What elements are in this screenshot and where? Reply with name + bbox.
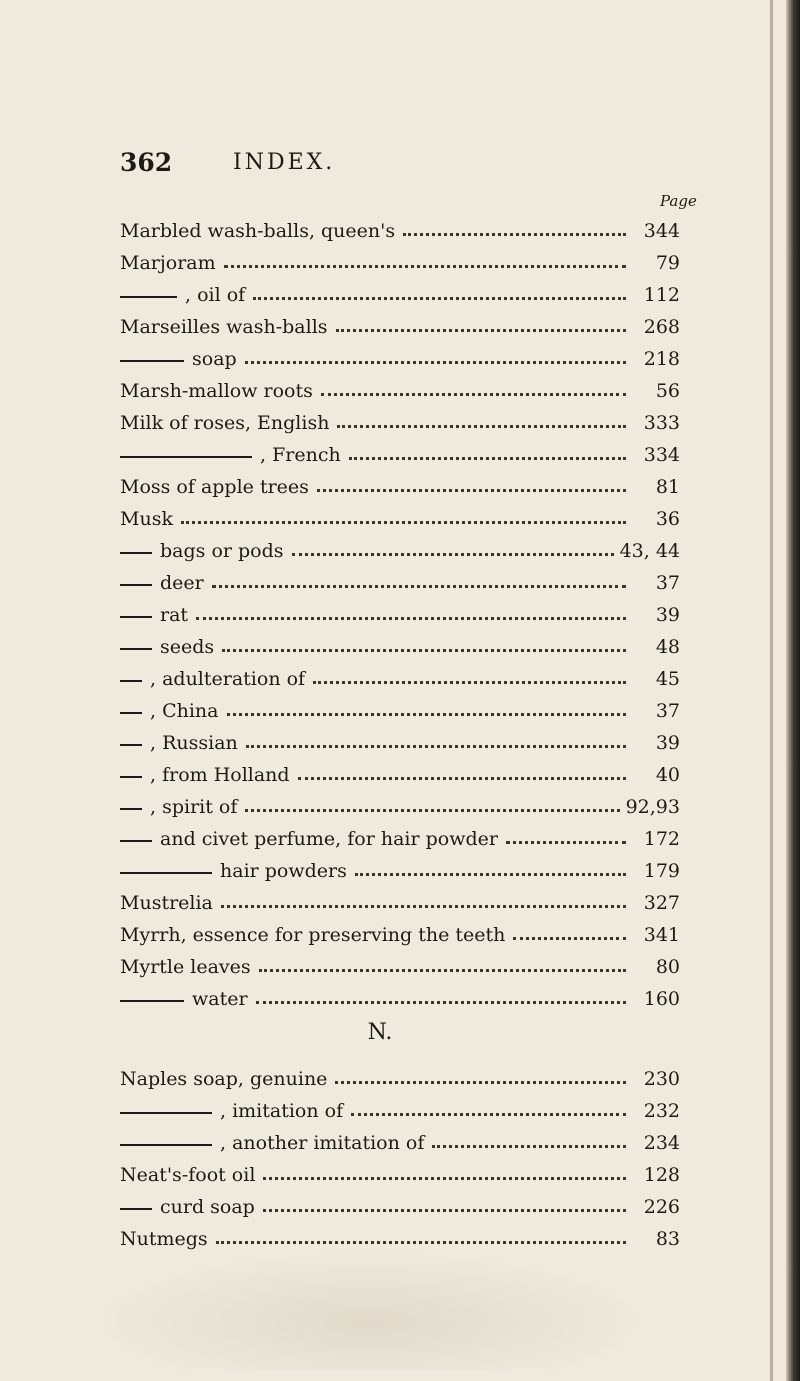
ditto-dash <box>120 616 152 618</box>
dot-leader <box>227 713 627 716</box>
ditto-dash <box>120 776 142 778</box>
ditto-dash <box>120 296 177 298</box>
dot-leader <box>403 233 626 236</box>
dot-leader <box>181 521 626 524</box>
ditto-dash <box>120 360 184 362</box>
dot-leader <box>506 841 626 844</box>
entry-page-number: 79 <box>655 252 680 274</box>
ditto-dash <box>120 1208 152 1210</box>
entry-text: Marseilles wash-balls <box>120 316 328 338</box>
page-column-label: Page <box>660 192 697 210</box>
index-entry <box>120 1058 680 1090</box>
index-entry <box>120 1218 680 1250</box>
index-entry <box>120 946 680 978</box>
index-entry <box>120 274 680 306</box>
dot-leader <box>221 905 626 908</box>
ditto-dash <box>120 1144 212 1146</box>
entry-page-number: 333 <box>643 412 680 434</box>
entry-text: Moss of apple trees <box>120 476 309 498</box>
ditto-dash <box>120 648 152 650</box>
ditto-dash <box>120 808 142 810</box>
index-entry <box>120 754 680 786</box>
index-entry <box>120 722 680 754</box>
ditto-dash <box>120 872 212 874</box>
entry-text: , imitation of <box>220 1100 344 1122</box>
dot-leader <box>212 585 626 588</box>
dot-leader <box>245 809 619 812</box>
entry-text: deer <box>160 572 204 594</box>
entry-page-number: 128 <box>643 1164 680 1186</box>
entry-text: Marsh-mallow roots <box>120 380 313 402</box>
index-entry <box>120 594 680 626</box>
dot-leader <box>263 1177 626 1180</box>
dot-leader <box>513 937 626 940</box>
index-entry <box>120 498 680 530</box>
entry-text: Nutmegs <box>120 1228 208 1250</box>
entry-page-number: 45 <box>655 668 680 690</box>
page-smudge <box>90 1250 650 1370</box>
dot-leader <box>259 969 626 972</box>
entry-page-number: 230 <box>643 1068 680 1090</box>
dot-leader <box>298 777 626 780</box>
index-entry <box>120 786 680 818</box>
dot-leader <box>256 1001 626 1004</box>
index-entry <box>120 914 680 946</box>
running-head: INDEX. <box>233 150 336 175</box>
index-entry <box>120 978 680 1010</box>
index-entry <box>120 658 680 690</box>
index-entry <box>120 242 680 274</box>
index-entry <box>120 1186 680 1218</box>
ditto-dash <box>120 552 152 554</box>
page-number: 362 <box>120 148 173 177</box>
index-entry <box>120 530 680 562</box>
entry-page-number: 334 <box>643 444 680 466</box>
entry-page-number: 160 <box>643 988 680 1010</box>
entry-page-number: 37 <box>655 700 680 722</box>
entry-page-number: 226 <box>643 1196 680 1218</box>
index-entry <box>120 1154 680 1186</box>
entry-text: Myrrh, essence for preserving the teeth <box>120 924 506 946</box>
entry-text: , adulteration of <box>150 668 306 690</box>
index-entry <box>120 850 680 882</box>
entry-page-number: 39 <box>655 732 680 754</box>
section-letter: N. <box>367 1020 393 1045</box>
entry-text: hair powders <box>220 860 347 882</box>
entry-text: water <box>192 988 248 1010</box>
dot-leader <box>245 361 626 364</box>
ditto-dash <box>120 680 142 682</box>
entry-page-number: 36 <box>655 508 680 530</box>
entry-text: Naples soap, genuine <box>120 1068 328 1090</box>
entry-page-number: 81 <box>655 476 680 498</box>
entry-text: soap <box>192 348 237 370</box>
entry-text: , Russian <box>150 732 238 754</box>
dot-leader <box>335 1081 626 1084</box>
entry-text: , another imitation of <box>220 1132 425 1154</box>
entry-page-number: 56 <box>655 380 680 402</box>
dot-leader <box>355 873 626 876</box>
entry-text: , from Holland <box>150 764 290 786</box>
dot-leader <box>216 1241 626 1244</box>
entry-text: , French <box>260 444 341 466</box>
index-entry <box>120 626 680 658</box>
dot-leader <box>349 457 626 460</box>
entry-text: curd soap <box>160 1196 255 1218</box>
entry-page-number: 218 <box>643 348 680 370</box>
entry-page-number: 232 <box>643 1100 680 1122</box>
entry-text: bags or pods <box>160 540 284 562</box>
dot-leader <box>432 1145 626 1148</box>
entry-text: seeds <box>160 636 215 658</box>
entry-text: , spirit of <box>150 796 238 818</box>
index-entry <box>120 882 680 914</box>
ditto-dash <box>120 1000 184 1002</box>
entry-page-number: 179 <box>643 860 680 882</box>
index-entries <box>120 210 680 1250</box>
entry-text: rat <box>160 604 189 626</box>
dot-leader <box>351 1113 626 1116</box>
entry-page-number: 172 <box>643 828 680 850</box>
ditto-dash <box>120 712 142 714</box>
dot-leader <box>196 617 626 620</box>
dot-leader <box>313 681 626 684</box>
ditto-dash <box>120 1112 212 1114</box>
entry-page-number: 268 <box>643 316 680 338</box>
entry-text: Neat's-foot oil <box>120 1164 256 1186</box>
index-entry <box>120 434 680 466</box>
index-entry <box>120 210 680 242</box>
entry-page-number: 39 <box>655 604 680 626</box>
entry-page-number: 37 <box>655 572 680 594</box>
dot-leader <box>337 425 626 428</box>
entry-page-number: 48 <box>655 636 680 658</box>
index-entry <box>120 562 680 594</box>
entry-text: Milk of roses, English <box>120 412 330 434</box>
index-entry <box>120 690 680 722</box>
entry-text: Musk <box>120 508 173 530</box>
dot-leader <box>253 297 626 300</box>
entry-text: Marjoram <box>120 252 216 274</box>
index-entry <box>120 306 680 338</box>
dot-leader <box>292 553 614 556</box>
ditto-dash <box>120 584 152 586</box>
entry-page-number: 83 <box>655 1228 680 1250</box>
dot-leader <box>224 265 626 268</box>
entry-page-number: 40 <box>655 764 680 786</box>
dot-leader <box>222 649 626 652</box>
index-entry <box>120 338 680 370</box>
entry-text: Mustrelia <box>120 892 213 914</box>
entry-page-number: 80 <box>655 956 680 978</box>
index-entry <box>120 818 680 850</box>
ditto-dash <box>120 840 152 842</box>
entry-page-number: 112 <box>643 284 680 306</box>
entry-page-number: 327 <box>643 892 680 914</box>
dot-leader <box>263 1209 626 1212</box>
entry-page-number: 92,93 <box>625 796 680 818</box>
index-entry <box>120 402 680 434</box>
entry-text: , oil of <box>185 284 246 306</box>
entry-page-number: 234 <box>643 1132 680 1154</box>
entry-text: Myrtle leaves <box>120 956 251 978</box>
entry-text: , China <box>150 700 219 722</box>
index-entry <box>120 1090 680 1122</box>
index-entry <box>120 466 680 498</box>
entry-page-number: 341 <box>643 924 680 946</box>
entry-page-number: 43, 44 <box>619 540 680 562</box>
page-edge-line <box>770 0 773 1381</box>
entry-text: and civet perfume, for hair powder <box>160 828 498 850</box>
dot-leader <box>321 393 626 396</box>
dot-leader <box>336 329 626 332</box>
entry-text: Marbled wash-balls, queen's <box>120 220 396 242</box>
ditto-dash <box>120 744 142 746</box>
dot-leader <box>246 745 626 748</box>
page-binding-edge <box>786 0 800 1381</box>
page-header <box>120 148 640 188</box>
index-entry <box>120 1122 680 1154</box>
dot-leader <box>317 489 626 492</box>
entry-page-number: 344 <box>643 220 680 242</box>
ditto-dash <box>120 456 252 458</box>
index-entry <box>120 370 680 402</box>
